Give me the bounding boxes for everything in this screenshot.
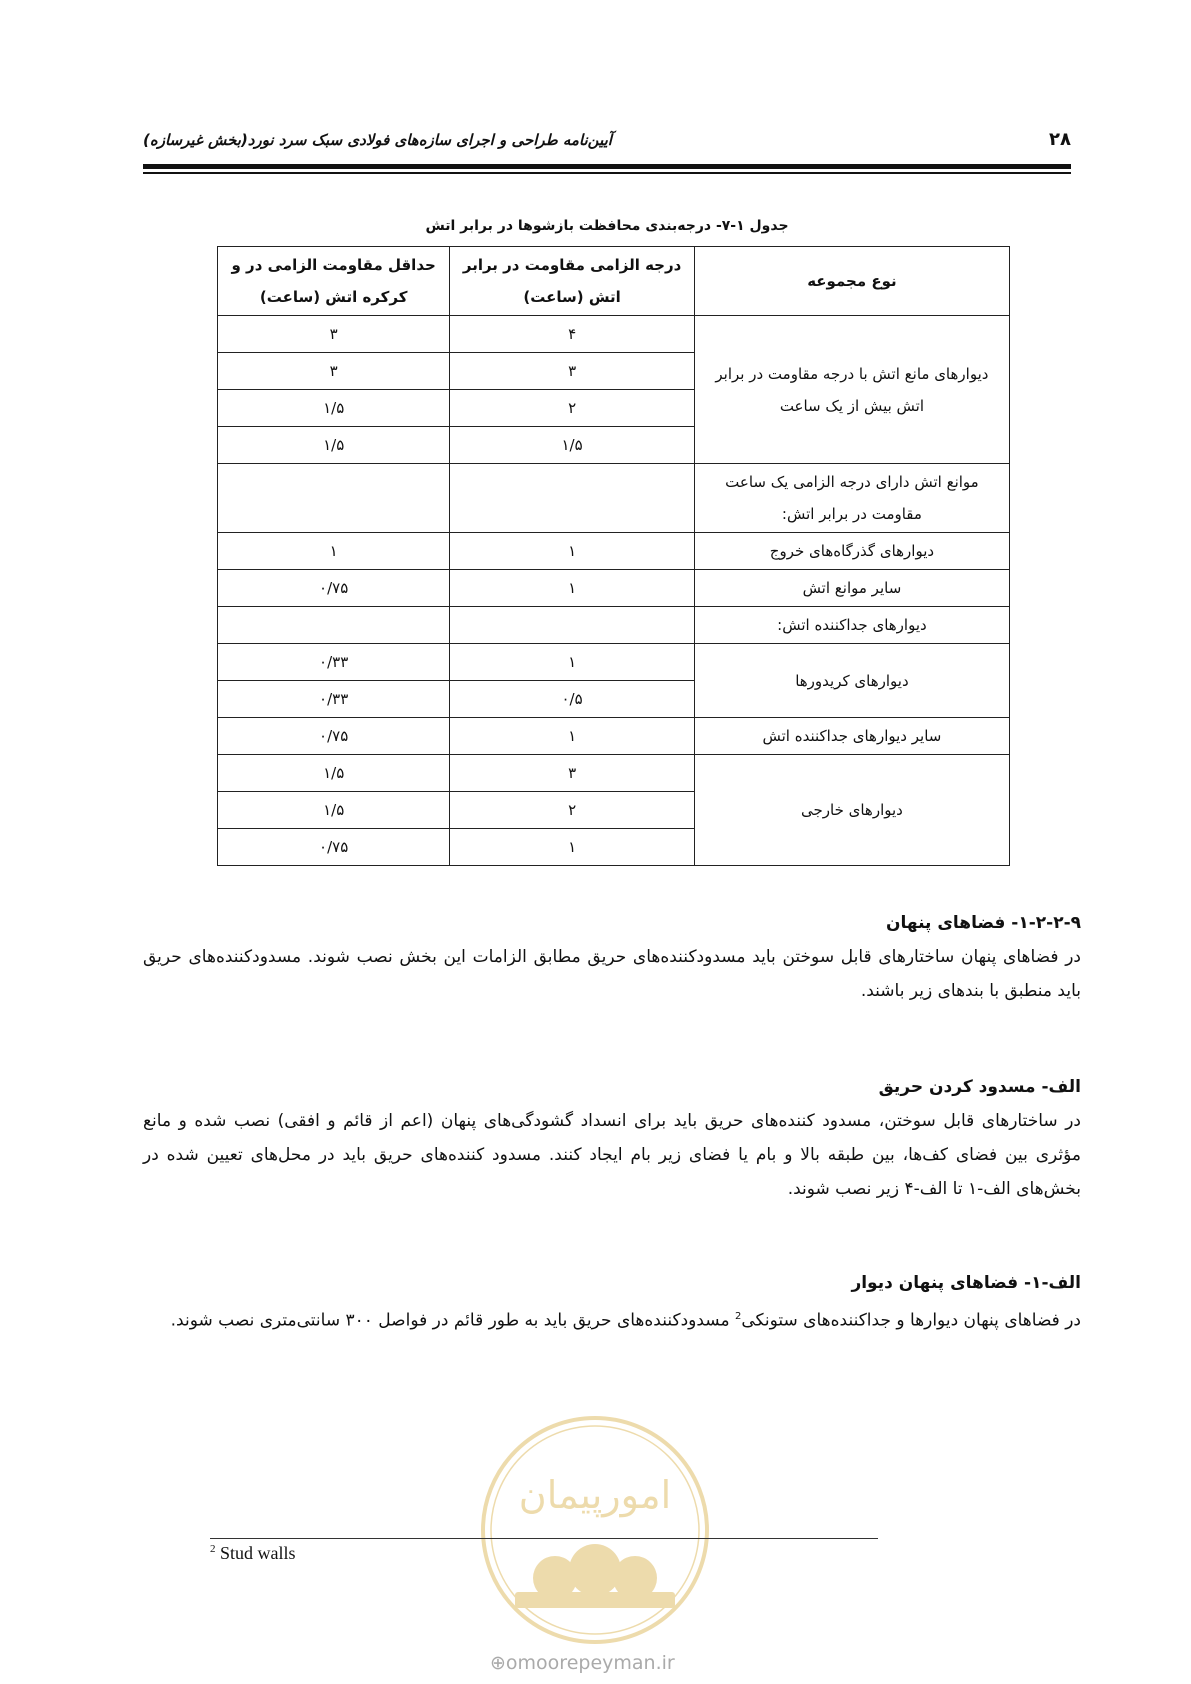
assembly-cell: دیوارهای مانع اتش با درجه مقاومت در برابر اتش بیش از یک ساعت — [694, 316, 1009, 464]
min-door-rating-cell: ۰/۷۵ — [218, 570, 450, 607]
running-title: آیین‌نامه طراحی و اجرای سازه‌های فولادی سبک سرد نورد(بخش غیرسازه) — [143, 131, 612, 149]
required-rating-cell: ۳ — [450, 755, 695, 792]
site-url: omoorepeyman.ir — [505, 1652, 675, 1674]
table-row — [218, 533, 1010, 570]
required-rating-cell: ۱ — [450, 533, 695, 570]
footnote-text: Stud walls — [220, 1543, 296, 1563]
section-paragraph: در ساختارهای قابل سوختن، مسدود کننده‌های حریق باید برای انسداد گشودگی‌های پنهان (اعم از قائم و افقی) نصب شده و مانع مؤثری بین فضای کف‌ها، بین طبقه بالا و بام یا فضای زیر بام ایجاد کنند. مسدود کننده‌های حریق باید در محل‌های تعیین شده در بخش‌های الف-۱ تا الف-۴ زیر نصب شوند. — [143, 1111, 1081, 1199]
footnote-number: 2 — [210, 1543, 216, 1555]
required-rating-cell: ۱/۵ — [450, 427, 695, 464]
header-min-door-rating: حداقل مقاومت الزامی در و کرکره اتش (ساعت) — [218, 247, 450, 316]
footnote-rule — [210, 1538, 878, 1539]
table-row — [218, 464, 1010, 533]
required-rating-cell: ۰/۵ — [450, 681, 695, 718]
section-paragraph — [143, 1300, 1081, 1338]
section-heading: الف- مسدود کردن حریق — [878, 1077, 1081, 1097]
table-row — [218, 570, 1010, 607]
table-row — [218, 755, 1010, 792]
paragraph-text: مسدودکننده‌های حریق باید به طور قائم در فواصل ۳۰۰ سانتی‌متری نصب شوند. — [170, 1310, 735, 1331]
table-row — [218, 607, 1010, 644]
min-door-rating-cell: ۰/۳۳ — [218, 681, 450, 718]
header-assembly: نوع مجموعه — [694, 247, 1009, 316]
min-door-rating-cell: ۱ — [218, 533, 450, 570]
min-door-rating-cell: ۱/۵ — [218, 427, 450, 464]
table-row — [218, 316, 1010, 353]
section-paragraph: در فضاهای پنهان ساختارهای قابل سوختن باید مسدودکننده‌های حریق مطابق الزامات این بخش نصب شوند. مسدودکننده‌های حریق باید منطبق با بندهای زیر باشند. — [143, 947, 1081, 1001]
required-rating-cell: ۱ — [450, 570, 695, 607]
min-door-rating-cell: ۱/۵ — [218, 390, 450, 427]
required-rating-cell: ۲ — [450, 792, 695, 829]
min-door-rating-cell — [218, 464, 450, 533]
page-number: ۲۸ — [1049, 129, 1071, 150]
required-rating-cell: ۴ — [450, 316, 695, 353]
assembly-cell: دیوارهای کریدورها — [694, 644, 1009, 718]
assembly-cell: دیوارهای خارجی — [694, 755, 1009, 866]
table-caption: جدول ۱-۷- درجه‌بندی محافظت بازشوها در برابر اتش — [425, 218, 789, 234]
section-wall-concealed-spaces — [143, 1266, 1081, 1338]
assembly-cell: دیوارهای جداکننده اتش: — [694, 607, 1009, 644]
required-rating-cell: ۳ — [450, 353, 695, 390]
min-door-rating-cell: ۳ — [218, 316, 450, 353]
min-door-rating-cell: ۰/۳۳ — [218, 644, 450, 681]
assembly-cell: دیوارهای گذرگاه‌های خروج — [694, 533, 1009, 570]
header-rule-thick — [143, 164, 1071, 169]
min-door-rating-cell: ۱/۵ — [218, 755, 450, 792]
required-rating-cell: ۱ — [450, 644, 695, 681]
min-door-rating-cell: ۰/۷۵ — [218, 718, 450, 755]
assembly-cell: سایر موانع اتش — [694, 570, 1009, 607]
footnote — [210, 1543, 296, 1564]
header-required-rating: درجه الزامی مقاومت در برابر اتش (ساعت) — [450, 247, 695, 316]
paragraph-text: در فضاهای پنهان دیوارها و جداکننده‌های ستونکی — [741, 1310, 1081, 1331]
section-heading: الف-۱- فضاهای پنهان دیوار — [851, 1273, 1081, 1293]
fire-rating-table — [217, 246, 1010, 866]
section-concealed-spaces — [143, 906, 1081, 1008]
header-rule-thin — [143, 172, 1071, 174]
min-door-rating-cell — [218, 607, 450, 644]
logo-lettering: امورپیمان — [518, 1473, 672, 1517]
watermark-logo — [475, 1410, 715, 1650]
min-door-rating-cell: ۰/۷۵ — [218, 829, 450, 866]
min-door-rating-cell: ۱/۵ — [218, 792, 450, 829]
watermark-site: ⊕omoorepeyman.ir — [490, 1652, 675, 1674]
required-rating-cell: ۱ — [450, 829, 695, 866]
section-fireblocking — [143, 1070, 1081, 1206]
page-header — [143, 126, 1071, 166]
assembly-cell: موانع اتش دارای درجه الزامی یک ساعت مقاومت در برابر اتش: — [694, 464, 1009, 533]
required-rating-cell — [450, 464, 695, 533]
table-row — [218, 718, 1010, 755]
required-rating-cell: ۲ — [450, 390, 695, 427]
min-door-rating-cell: ۳ — [218, 353, 450, 390]
required-rating-cell — [450, 607, 695, 644]
assembly-cell: سایر دیوارهای جداکننده اتش — [694, 718, 1009, 755]
required-rating-cell: ۱ — [450, 718, 695, 755]
table-row — [218, 644, 1010, 681]
section-heading: ۱-۲-۲-۹- فضاهای پنهان — [885, 913, 1081, 933]
footnote-ref: 2 — [734, 1311, 742, 1322]
